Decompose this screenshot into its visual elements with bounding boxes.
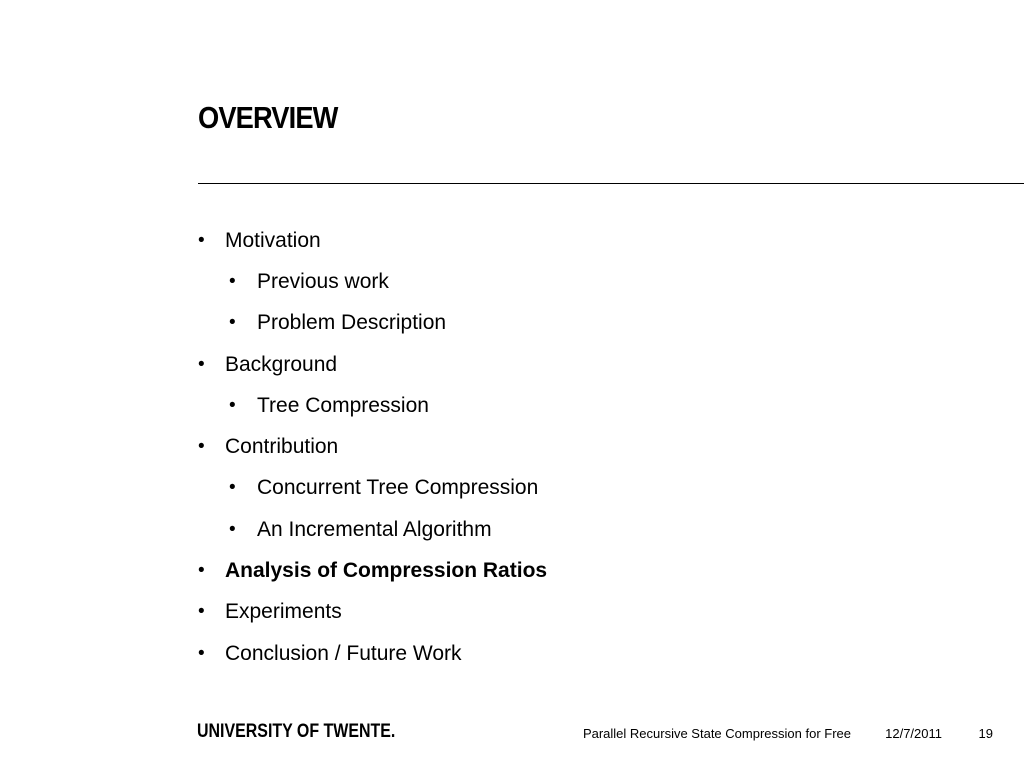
outline-item-experiments [198, 592, 547, 633]
slide-title: OVERVIEW [198, 100, 338, 135]
title-divider [198, 183, 1024, 184]
outline-item-label: An Incremental Algorithm [257, 517, 492, 541]
bullet-glyph: • [229, 518, 236, 540]
outline-item-concurrent-tree-compression [198, 468, 547, 509]
outline-item-incremental-algorithm [198, 509, 547, 550]
outline-item-label: Motivation [225, 228, 321, 252]
outline-item-motivation [198, 220, 547, 261]
outline-item-label: Background [225, 352, 338, 376]
outline-item-label: Tree Compression [257, 393, 429, 417]
bullet-glyph: • [198, 560, 205, 582]
outline-item-analysis-compression-ratios [198, 550, 547, 591]
overview-outline [198, 220, 547, 674]
outline-item-background [198, 344, 547, 385]
bullet-glyph: • [198, 353, 205, 375]
footer-page-number: 19 [978, 726, 993, 741]
bullet-glyph: • [198, 436, 205, 458]
outline-item-tree-compression [198, 385, 547, 426]
outline-item-previous-work [198, 261, 547, 302]
bullet-glyph: • [198, 642, 205, 664]
footer-date: 12/7/2011 [885, 726, 942, 741]
bullet-glyph: • [229, 477, 236, 499]
bullet-glyph: • [198, 601, 205, 623]
outline-item-conclusion-future-work [198, 633, 547, 674]
bullet-glyph: • [229, 270, 236, 292]
outline-item-label: Problem Description [257, 311, 447, 335]
outline-item-label: Previous work [257, 269, 389, 293]
bullet-glyph: • [198, 229, 205, 251]
outline-item-label: Conclusion / Future Work [225, 641, 462, 665]
outline-item-label: Analysis of Compression Ratios [225, 559, 548, 583]
outline-item-label: Experiments [225, 600, 342, 624]
footer-presentation-title: Parallel Recursive State Compression for Free [582, 726, 851, 741]
outline-item-problem-description [198, 303, 547, 344]
outline-item-contribution [198, 426, 547, 467]
bullet-glyph: • [229, 394, 236, 416]
outline-item-label: Contribution [225, 435, 339, 459]
university-logo: UNIVERSITY OF TWENTE. [197, 721, 396, 742]
bullet-glyph: • [229, 312, 236, 334]
outline-item-label: Concurrent Tree Compression [257, 476, 539, 500]
